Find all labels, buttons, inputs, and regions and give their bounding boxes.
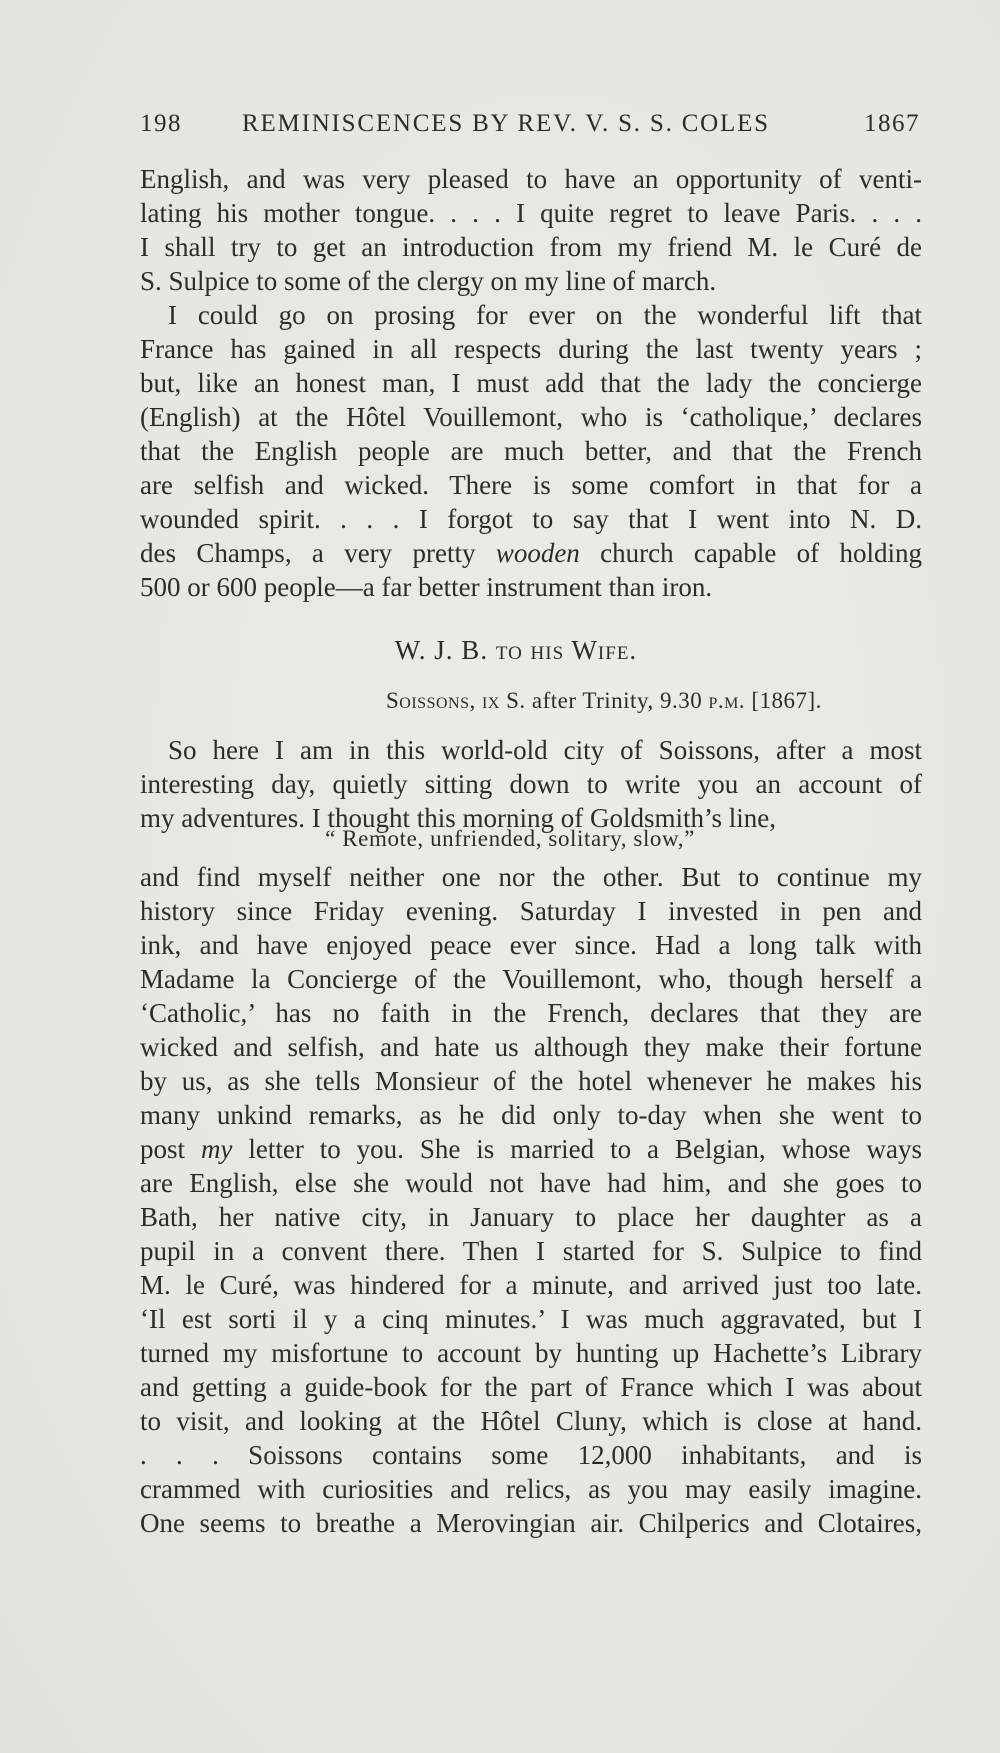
italic-word: wooden: [495, 538, 580, 568]
text-line: turned my misfortune to account by hunting up Hachette’s Library: [140, 1338, 922, 1368]
text-line: history since Friday evening. Saturday I invested in pen and: [140, 896, 922, 926]
text-line: and getting a guide-book for the part of France which I was about: [140, 1372, 922, 1402]
letter-heading: [0, 635, 1000, 666]
dateline-place: Soissons,: [386, 688, 476, 713]
italic-word: my: [200, 1134, 233, 1164]
text-line: my adventures. I thought this morning of Goldsmith’s line,: [140, 803, 776, 833]
text-line: France has gained in all respects during the last twenty years ;: [140, 334, 922, 364]
running-title: REMINISCENCES BY REV. V. S. S. COLES: [242, 110, 770, 137]
heading-initials: W. J. B.: [394, 635, 489, 665]
dateline-year: [1867].: [745, 688, 822, 713]
text-line: I could go on prosing for ever on the wonderful lift that: [168, 300, 922, 330]
dateline-text: S. after Trinity, 9.30: [499, 688, 709, 713]
text-line: many unkind remarks, as he did only to-day when she went to: [140, 1100, 922, 1130]
text-segment: post: [140, 1134, 201, 1164]
heading-recipient: to his Wife.: [495, 635, 638, 665]
text-line: lating his mother tongue. . . . I quite regret to leave Paris. . . .: [140, 198, 922, 228]
text-line: One seems to breathe a Merovingian air. Chilperics and Clotaires,: [140, 1508, 922, 1538]
text-segment: letter to you. She is married to a Belgian, whose ways: [232, 1134, 922, 1164]
text-line: ‘Il est sorti il y a cinq minutes.’ I was much aggravated, but I: [140, 1304, 922, 1334]
dateline: [386, 688, 822, 714]
text-line: [140, 536, 922, 570]
text-line: I shall try to get an introduction from my friend M. le Curé de: [140, 232, 922, 262]
text-line: interesting day, quietly sitting down to write you an account of: [140, 769, 922, 799]
text-line: crammed with curiosities and relics, as you may easily imagine.: [140, 1474, 922, 1504]
text-line: by us, as she tells Monsieur of the hotel whenever he makes his: [140, 1066, 922, 1096]
text-line: are selfish and wicked. There is some comfort in that for a: [140, 470, 922, 500]
text-line: S. Sulpice to some of the clergy on my line of march.: [140, 266, 717, 296]
text-line: wicked and selfish, and hate us although they make their fortune: [140, 1032, 922, 1062]
text-line: M. le Curé, was hindered for a minute, and arrived just too late.: [140, 1270, 922, 1300]
text-line: 500 or 600 people—a far better instrument than iron.: [140, 572, 713, 602]
text-line: English, and was very pleased to have an opportunity of venti-: [140, 164, 922, 194]
text-line: Bath, her native city, in January to place her daughter as a: [140, 1202, 922, 1232]
text-line: . . . Soissons contains some 12,000 inhabitants, and is: [140, 1440, 922, 1470]
text-segment: des Champs, a very pretty: [140, 538, 496, 568]
dateline-sunday: ix: [481, 688, 500, 713]
page-number: 198: [140, 110, 182, 137]
text-line: wounded spirit. . . . I forgot to say that I went into N. D.: [140, 504, 922, 534]
text-segment: church capable of holding: [579, 538, 923, 568]
text-line: that the English people are much better, and that the French: [140, 436, 922, 466]
verse-quotation: “ Remote, unfriended, solitary, slow,”: [325, 826, 695, 851]
text-line: ‘Catholic,’ has no faith in the French, declares that they are: [140, 998, 922, 1028]
running-header: [140, 110, 920, 144]
text-line: ink, and have enjoyed peace ever since. Had a long talk with: [140, 930, 922, 960]
text-line: but, like an honest man, I must add that the lady the concierge: [140, 368, 922, 398]
text-line: to visit, and looking at the Hôtel Cluny, which is close at hand.: [140, 1406, 922, 1436]
text-line: [140, 1132, 922, 1166]
text-line: Madame la Concierge of the Vouillemont, who, though herself a: [140, 964, 922, 994]
text-line: and find myself neither one nor the other. But to continue my: [140, 862, 922, 892]
text-line: (English) at the Hôtel Vouillemont, who is ‘catholique,’ declares: [140, 402, 922, 432]
text-line: are English, else she would not have had him, and she goes to: [140, 1168, 922, 1198]
dateline-time-suffix: p.m.: [708, 688, 746, 713]
header-year: 1867: [864, 110, 920, 137]
text-line: pupil in a convent there. Then I started for S. Sulpice to find: [140, 1236, 922, 1266]
text-line: So here I am in this world-old city of Soissons, after a most: [168, 735, 922, 765]
